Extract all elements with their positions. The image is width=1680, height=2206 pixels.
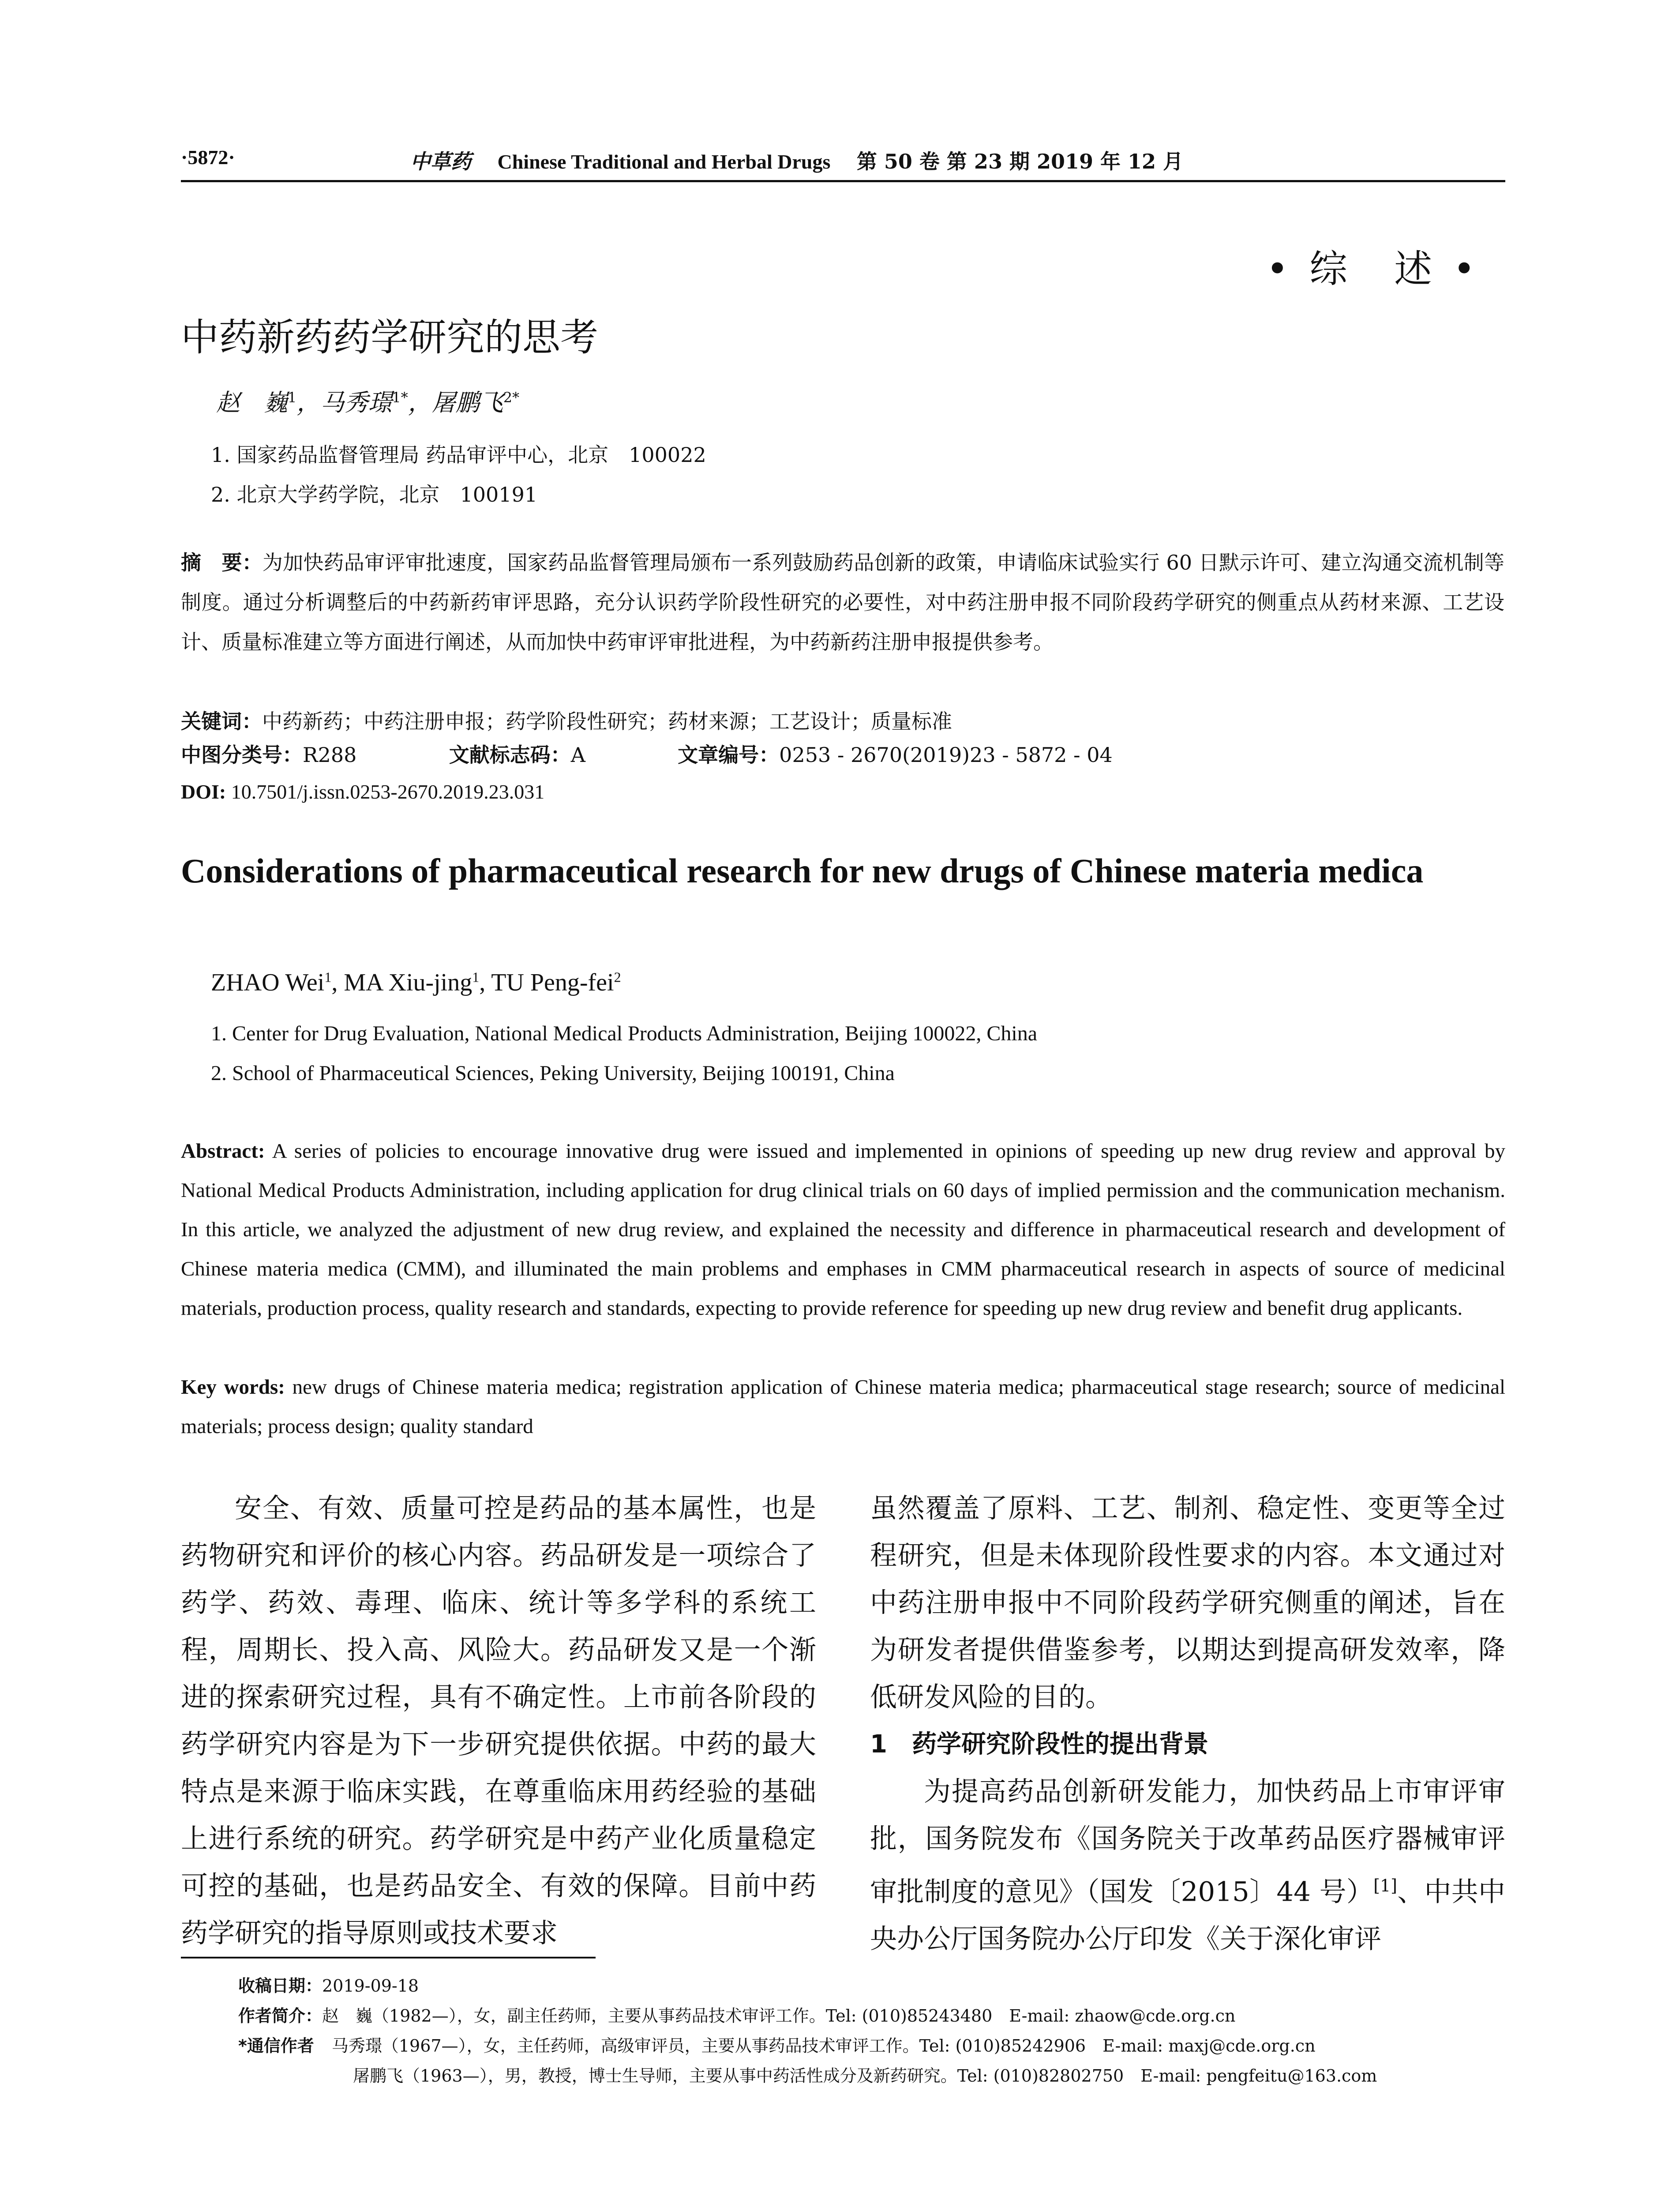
journal-line bbox=[410, 146, 1183, 175]
keywords-en bbox=[181, 1368, 1505, 1446]
article-title-cn: 中药新药药学研究的思考 bbox=[181, 315, 598, 360]
affiliation-en-1: 1. Center for Drug Evaluation, National Medical Products Administration, Beijing 100022, China bbox=[211, 1022, 1038, 1045]
author-separator: , bbox=[331, 969, 344, 996]
body-paragraph: 虽然覆盖了原料、工艺、制剂、稳定性、变更等全过程研究，但是未体现阶段性要求的内容。本文通过对中药注册申报中不同阶段药学研究侧重的阐述，旨在为研发者提供借鉴参考，以期达到提高研发效率，降低研发风险的目的。 bbox=[870, 1493, 1505, 1713]
author-name: 屠鹏飞 bbox=[431, 389, 503, 416]
author-name: ZHAO Wei bbox=[211, 969, 325, 996]
doc-code-value: A bbox=[570, 743, 585, 767]
abstract-cn-text: 为加快药品审评审批速度，国家药品监督管理局颁布一系列鼓励药品创新的政策，申请临床试验实行 60 日默示许可、建立沟通交流机制等制度。通过分析调整后的中药新药审评思路，充分认识药学阶段性研究的必要性，对中药注册申报不同阶段药学研究的侧重点从药材来源、工艺设计、质量标准建立等方面进行阐述，从而加快中药审评审批进程，为中药新药注册申报提供参考。 bbox=[181, 551, 1504, 654]
abstract-cn-label: 摘 要： bbox=[181, 551, 262, 574]
abstract-en bbox=[181, 1132, 1505, 1328]
author-sup: 1 bbox=[288, 389, 297, 406]
body-paragraph bbox=[870, 1768, 1505, 1962]
article-no-value: 0253 - 2670(2019)23 - 5872 - 04 bbox=[779, 743, 1113, 767]
affiliation-cn-2: 2. 北京大学药学院，北京 100191 bbox=[211, 483, 538, 506]
footnote-label: 收稿日期： bbox=[238, 1976, 322, 1996]
keywords-en-label: Key words: bbox=[181, 1376, 285, 1399]
footnote-text: 马秀璟（1967—），女，主任药师，高级审评员，主要从事药品技术审评工作。Tel: (010)85242906 E-mail: maxj@cde.org.cn bbox=[331, 2036, 1316, 2056]
author-sup: 2* bbox=[503, 389, 520, 406]
footnote-text: 赵 巍（1982—），女，副主任药师，主要从事药品技术审评工作。Tel: (010)85243480 E-mail: zhaow@cde.org.cn bbox=[322, 2006, 1236, 2026]
keywords-cn bbox=[181, 702, 1504, 741]
journal-issue: 第 50 卷 第 23 期 2019 年 12 月 bbox=[856, 150, 1184, 173]
page-number: ·5872· bbox=[181, 146, 235, 169]
body-text: 、中共中央办公厅国务院办公厅印发《关于深化审评 bbox=[870, 1876, 1505, 1955]
abstract-en-text: A series of policies to encourage innovative drug were issued and implemented in opinions of speeding up new drug review and approval by National Medical Products Administration, including application for drug clinical trials on 60 days of implied permission and the communication mechanism. In this article, we analyzed the adjustment of new drug review, and explained the necessity and difference in pharmaceutical research and development of Chinese materia medica (CMM), and illuminated the main problems and emphases in CMM pharmaceutical research in aspects of source of medicinal materials, production process, quality research and standards, expecting to provide reference for speeding up new drug review and benefit drug applicants. bbox=[181, 1140, 1505, 1320]
author-list-en bbox=[211, 968, 621, 997]
abstract-en-label: Abstract: bbox=[181, 1140, 265, 1163]
article-title-en: Considerations of pharmaceutical research for new drugs of Chinese materia medica bbox=[181, 852, 1424, 890]
clc-label: 中图分类号： bbox=[181, 743, 303, 767]
footnote-author-intro bbox=[238, 2002, 1235, 2026]
author-name: 赵 巍 bbox=[216, 389, 288, 416]
footnote-label: *通信作者 bbox=[238, 2036, 314, 2056]
classification-line bbox=[181, 739, 1113, 768]
footnote-divider bbox=[181, 1957, 596, 1958]
footnote-label: 作者简介： bbox=[238, 2006, 322, 2026]
author-list-cn bbox=[216, 384, 519, 418]
author-name: TU Peng-fei bbox=[491, 969, 614, 996]
keywords-cn-label: 关键词： bbox=[181, 709, 262, 733]
author-separator: ， bbox=[296, 389, 321, 416]
author-sup: 1 bbox=[324, 969, 332, 985]
doi-value: 10.7501/j.issn.0253-2670.2019.23.031 bbox=[231, 780, 545, 803]
keywords-cn-text: 中药新药；中药注册申报；药学阶段性研究；药材来源；工艺设计；质量标准 bbox=[262, 709, 952, 733]
footnote-corresponding-2: 屠鹏飞（1963—），男，教授，博士生导师，主要从事中药活性成分及新药研究。Tel: (010)82802750 E-mail: pengfeitu@163.com bbox=[353, 2066, 1377, 2086]
journal-name-en: Chinese Traditional and Herbal Drugs bbox=[497, 150, 831, 173]
citation-ref: [1] bbox=[1373, 1876, 1397, 1895]
section-heading: 1 药学研究阶段性的提出背景 bbox=[870, 1730, 1208, 1759]
author-separator: ， bbox=[408, 389, 432, 416]
body-text: 为提高药品创新研发能力，加快药品上市审评审批，国务院发布《国务院关于改革药品医疗器械审评审批制度的意见》（国发〔2015〕44 号） bbox=[870, 1776, 1505, 1908]
abstract-cn bbox=[181, 543, 1504, 662]
footnote-received bbox=[238, 1972, 419, 1996]
doi-line bbox=[181, 780, 544, 803]
body-column-right bbox=[870, 1485, 1505, 1962]
body-column-left bbox=[181, 1485, 816, 1957]
author-separator: , bbox=[479, 969, 491, 996]
author-name: MA Xiu-jing bbox=[344, 969, 472, 996]
running-header bbox=[181, 140, 1505, 182]
body-paragraph: 安全、有效、质量可控是药品的基本属性，也是药物研究和评价的核心内容。药品研发是一项综合了药学、药效、毒理、临床、统计等多学科的系统工程，周期长、投入高、风险大。药品研发又是一个渐进的探索研究过程，具有不确定性。上市前各阶段的药学研究内容是为下一步研究提供依据。中药的最大特点是来源于临床实践，在尊重临床用药经验的基础上进行系统的研究。药学研究是中药产业化质量稳定可控的基础，也是药品安全、有效的保障。目前中药药学研究的指导原则或技术要求 bbox=[181, 1493, 816, 1949]
affiliation-en-2: 2. School of Pharmaceutical Sciences, Peking University, Beijing 100191, China bbox=[211, 1062, 895, 1085]
author-sup: 1 bbox=[472, 969, 480, 985]
doc-code-label: 文献标志码： bbox=[449, 743, 571, 767]
keywords-en-text: new drugs of Chinese materia medica; registration application of Chinese materia medica; pharmaceutical stage research; source of medicinal materials; process design; quality standard bbox=[181, 1376, 1506, 1438]
journal-name-cn: 中草药 bbox=[410, 150, 471, 173]
author-name: 马秀璟 bbox=[320, 389, 392, 416]
footnote-text: 2019-09-18 bbox=[322, 1976, 419, 1996]
clc-value: R288 bbox=[303, 743, 357, 767]
footnote-corresponding bbox=[238, 2032, 1316, 2056]
doi-label: DOI: bbox=[181, 780, 226, 803]
article-no-label: 文章编号： bbox=[678, 743, 780, 767]
author-sup: 2 bbox=[614, 969, 621, 985]
affiliation-cn-1: 1. 国家药品监督管理局 药品审评中心，北京 100022 bbox=[211, 443, 706, 467]
author-sup: 1* bbox=[392, 389, 408, 406]
section-tag: • 综 述 • bbox=[1266, 247, 1480, 291]
